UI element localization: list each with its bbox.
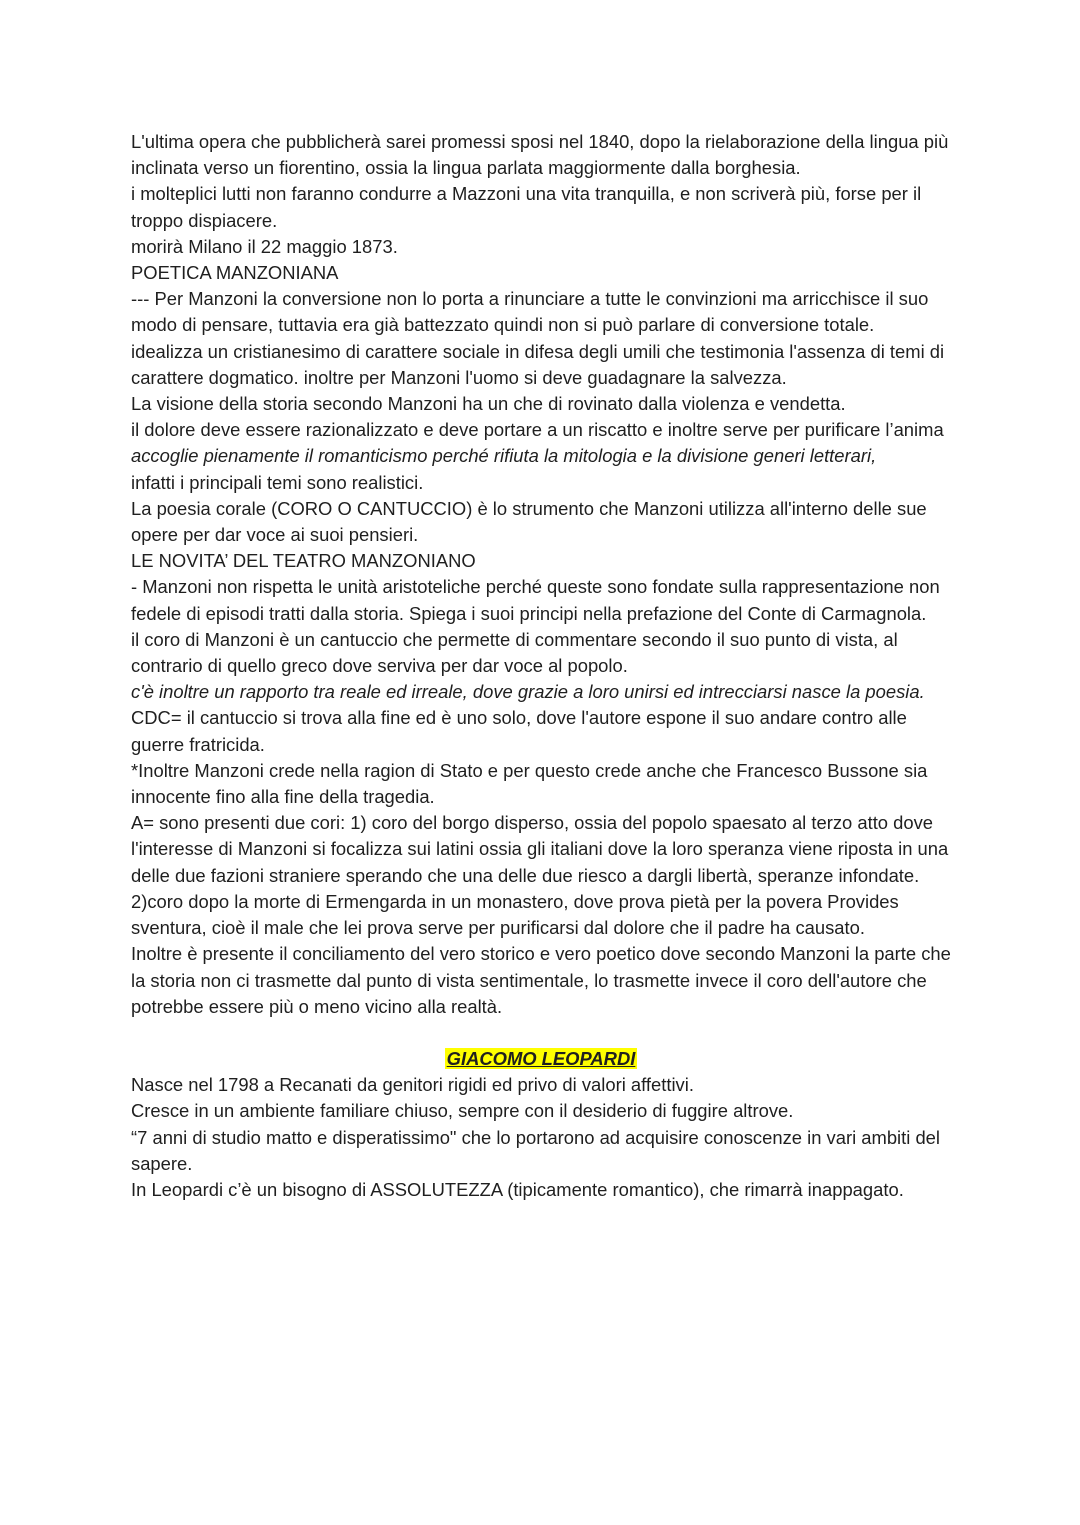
paragraph: i molteplici lutti non faranno condurre a Mazzoni una vita tranquilla, e non scriverà più, forse per il troppo dispiacere. xyxy=(131,183,922,231)
paragraph: CDC= il cantuccio si trova alla fine ed è uno solo, dove l'autore espone il suo andare contro alle guerre fratricida. xyxy=(131,707,907,755)
blank-line xyxy=(131,1020,961,1046)
paragraph: L'ultima opera che pubblicherà sarei promessi sposi nel 1840, dopo la rielaborazione della lingua più inclinata verso un fiorentino, ossia la lingua parlata maggiormente dalla borghesia. xyxy=(131,131,949,179)
title-row xyxy=(131,1046,951,1072)
paragraph: infatti i principali temi sono realistici. xyxy=(131,471,424,493)
italic-paragraph: accoglie pienamente il romanticismo perché rifiuta la mitologia e la divisione generi letterari, xyxy=(131,445,877,467)
italic-paragraph: c'è inoltre un rapporto tra reale ed irreale, dove grazie a loro unirsi ed intrecciarsi nasce la poesia. xyxy=(131,681,925,703)
paragraph: *Inoltre Manzoni crede nella ragion di Stato e per questo crede anche che Francesco Bussone sia innocente fino alla fine della tragedia. xyxy=(131,759,928,808)
paragraph: In Leopardi c’è un bisogno di ASSOLUTEZZA (tipicamente romantico), che rimarrà inappagato. xyxy=(131,1178,904,1200)
paragraph: - Manzoni non rispetta le unità aristoteliche perché queste sono fondate sulla rappresentazione non fedele di episodi tratti dalla storia. Spiega i suoi principi nella prefazione del Conte di Carmagnola. xyxy=(131,576,940,624)
paragraph: “7 anni di studio matto e disperatissimo" che lo portarono ad acquisire conoscenze in vari ambiti del sapere. xyxy=(131,1126,940,1174)
section-title: GIACOMO LEOPARDI xyxy=(446,1047,636,1069)
paragraph: A= sono presenti due cori: 1) coro del borgo disperso, ossia del popolo spaesato al terzo atto dove l'interesse di Manzoni si focalizza sui latini ossia gli italiani dove la loro speranza viene riposta in una delle due fazioni straniere sperando che una delle due riesco a dargli libertà, speranze infondate. xyxy=(131,812,949,886)
paragraph: idealizza un cristianesimo di carattere sociale in difesa degli umili che testimonia l'assenza di temi di carattere dogmatico. inoltre per Manzoni l'uomo si deve guadagnare la salvezza. xyxy=(131,340,945,388)
paragraph: --- Per Manzoni la conversione non lo porta a rinunciare a tutte le convinzioni ma arricchisce il suo modo di pensare, tuttavia era già battezzato quindi non si può parlare di conversione totale. xyxy=(131,288,929,336)
paragraph: La poesia corale (CORO O CANTUCCIO) è lo strumento che Manzoni utilizza all'interno delle sue opere per dar voce ai suoi pensieri. xyxy=(131,497,927,546)
paragraph: Inoltre è presente il conciliamento del vero storico e vero poetico dove secondo Manzoni la parte che la storia non ci trasmette dal punto di vista sentimentale, lo trasmette invece il coro dell'autore che potrebbe essere più o meno vicino alla realtà. xyxy=(131,943,951,1017)
paragraph: morirà Milano il 22 maggio 1873. xyxy=(131,235,398,257)
paragraph: 2)coro dopo la morte di Ermengarda in un monastero, dove prova pietà per la povera Provides sventura, cioè il male che lei prova serve per purificarsi dal dolore che il padre ha causato. xyxy=(131,890,899,939)
paragraph: il dolore deve essere razionalizzato e deve portare a un riscatto e inoltre serve per purificare l’anima xyxy=(131,419,944,441)
document-page xyxy=(131,129,961,1203)
paragraph: La visione della storia secondo Manzoni ha un che di rovinato dalla violenza e vendetta. xyxy=(131,393,846,415)
paragraph: Nasce nel 1798 a Recanati da genitori rigidi ed privo di valori affettivi. xyxy=(131,1074,694,1096)
paragraph: Cresce in un ambiente familiare chiuso, sempre con il desiderio di fuggire altrove. xyxy=(131,1100,794,1122)
section-heading: LE NOVITA’ DEL TEATRO MANZONIANO xyxy=(131,550,476,572)
section-heading: POETICA MANZONIANA xyxy=(131,262,339,284)
paragraph: il coro di Manzoni è un cantuccio che permette di commentare secondo il suo punto di vista, al contrario di quello greco dove serviva per dar voce al popolo. xyxy=(131,628,898,677)
